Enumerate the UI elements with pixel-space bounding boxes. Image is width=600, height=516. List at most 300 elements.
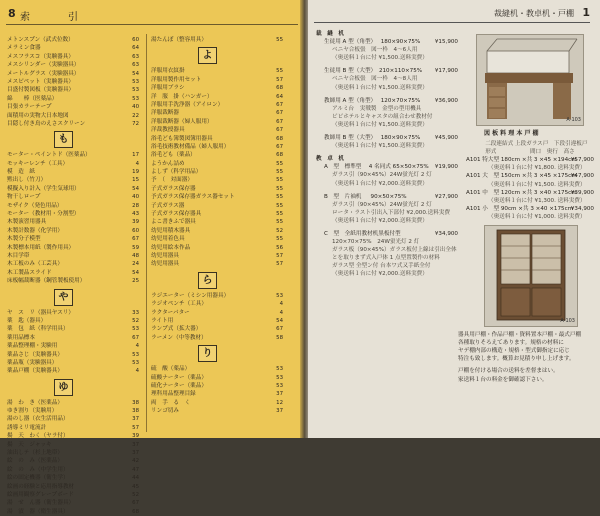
index-term: 薬品戸棚（実験器具） xyxy=(7,368,63,375)
index-page-ref: 54 xyxy=(132,185,139,192)
index-term: モザイク（発色用品） xyxy=(7,202,63,209)
index-page-ref: 4 xyxy=(135,368,139,375)
index-entry xyxy=(150,365,284,373)
index-term: 模 造 紙 xyxy=(7,169,35,176)
index-term: ゆき割り（実験用） xyxy=(7,408,58,415)
index-page-ref: 47 xyxy=(132,466,139,473)
section-kana: り xyxy=(198,345,217,362)
index-entry xyxy=(150,109,284,117)
note-line: 器具用戸棚・作品戸棚・資料置本戸棚・最式戸棚 xyxy=(458,332,582,339)
index-term: 木製計数器（化学用） xyxy=(7,227,63,234)
index-section-marker xyxy=(198,47,216,64)
page-title: 索 引 xyxy=(20,12,92,23)
index-entry xyxy=(6,244,140,252)
line-text: （奥送料１台に付 ¥2,000.送料実費） xyxy=(332,217,428,224)
index-term: 浴毛ども（薬品） xyxy=(151,152,196,159)
line-text: 教師用 A 型（角型） 120×70×75% xyxy=(324,97,421,104)
catalog-line xyxy=(458,140,594,148)
index-term: モーター（教材用・分割型） xyxy=(7,211,80,218)
index-page-ref: 67 xyxy=(276,326,283,333)
index-term: 硫酸ナーター（薬品） xyxy=(151,374,207,381)
index-entry xyxy=(6,235,140,243)
index-page-ref: 67 xyxy=(276,101,283,108)
section-heading xyxy=(316,155,458,163)
index-term: モーター・ペイントド（医薬品） xyxy=(7,152,91,159)
index-page-ref: 68 xyxy=(276,85,283,92)
product-title: 図 板 料 理 本 戸 棚 xyxy=(484,130,539,137)
index-page-ref: 60 xyxy=(132,37,139,43)
index-term: 洋服用衣紋掛 xyxy=(151,68,185,75)
index-page-ref: 67 xyxy=(276,143,283,150)
index-term: 綿 棒（医薬品） xyxy=(7,95,58,102)
index-column-left xyxy=(6,36,140,516)
index-term: 薬用品標本 xyxy=(7,334,35,341)
index-term: ラジオペンチ（工具） xyxy=(151,301,207,308)
line-text: （奥送料１台に付 ¥1,300. 送料実費） xyxy=(474,197,586,204)
index-term: 理科用品整理目録 xyxy=(151,391,196,398)
index-page-ref: 67 xyxy=(132,500,139,507)
index-entry xyxy=(6,309,140,317)
index-entry xyxy=(150,202,284,210)
index-entry xyxy=(6,53,140,61)
line-text: A101 小 型 90cm ×共 3 ×40 ×175cm xyxy=(466,205,574,212)
index-page-ref: 44 xyxy=(132,475,139,482)
index-entry xyxy=(150,210,284,218)
index-section-marker xyxy=(198,272,216,289)
index-term: ようかん詰め xyxy=(151,160,185,167)
index-term: 子式ガラス保存器 xyxy=(151,185,196,192)
index-page-ref: 59 xyxy=(132,244,139,251)
line-text: A101 中 型 120cm ×共 3 ×40 ×175cm xyxy=(466,189,577,196)
note-line: ヤデ棚内部の構造・規格・型式御指定に応じ xyxy=(458,348,570,355)
index-page-ref: 38 xyxy=(132,399,139,406)
index-page-ref: 55 xyxy=(276,160,283,167)
index-entry xyxy=(6,407,140,415)
index-page-ref: 56 xyxy=(276,244,283,251)
index-term: 木工板のみ（工芸具） xyxy=(7,261,63,268)
cabinet-notes xyxy=(458,331,594,363)
index-page-ref: 52 xyxy=(132,317,139,324)
line-text: B 型 片袖机 90×50×75% xyxy=(324,193,407,200)
section-kana: や xyxy=(54,289,73,306)
index-term: 湯 わ き（医薬品） xyxy=(7,399,63,406)
price: ¥39,900 xyxy=(570,189,594,196)
price: ¥36,900 xyxy=(434,97,458,104)
note-line: 特注も致します。概算お見積り申し上げます。 xyxy=(458,356,575,363)
index-section-marker xyxy=(54,131,72,148)
index-entry xyxy=(150,151,284,159)
index-header xyxy=(6,4,298,24)
index-term: 床板幅裁断器（鋼管製板使用） xyxy=(7,278,86,285)
index-term: モッキーレンチ（工具） xyxy=(7,160,69,167)
catalog-line xyxy=(316,75,458,83)
catalog-line xyxy=(316,97,458,105)
index-term: 洋服用製作用セット xyxy=(151,76,202,83)
index-term: よこ書きふで器具 xyxy=(151,219,196,226)
index-page-ref: 25 xyxy=(132,278,139,285)
index-entry xyxy=(6,61,140,69)
index-term: 洋服裁断器 xyxy=(151,110,179,117)
index-page-ref: 67 xyxy=(132,236,139,243)
index-entry xyxy=(150,168,284,176)
index-term: 面積用の実物大日本地図 xyxy=(7,112,69,119)
section-kana: ら xyxy=(198,272,217,289)
index-term: 子式ガラス器 xyxy=(151,202,185,209)
catalog-line xyxy=(316,142,458,150)
index-term: 湯 せ ん器（衛生器具） xyxy=(7,500,75,507)
catalog-line xyxy=(316,38,458,46)
index-page-ref: 53 xyxy=(132,87,139,94)
header-rule xyxy=(314,22,590,23)
section-kana: よ xyxy=(198,47,217,64)
note-line: 家送料１台の料金を御確認下さい。 xyxy=(458,376,548,383)
index-entry xyxy=(6,449,140,457)
index-page-ref: 37 xyxy=(132,450,139,457)
index-page-ref: 55 xyxy=(276,194,283,201)
index-entry xyxy=(6,70,140,78)
index-page-ref: 53 xyxy=(132,326,139,333)
index-term: 絵画の経験と応用指導教材 xyxy=(7,483,75,490)
index-column-middle xyxy=(150,36,284,415)
index-entry xyxy=(150,325,284,333)
catalog-line xyxy=(316,246,458,254)
index-entry xyxy=(6,193,140,201)
index-entry xyxy=(150,160,284,168)
index-term: 両 手 る く xyxy=(151,399,191,406)
line-text: （奥送料１台に付 ¥1,500.送料実費） xyxy=(332,121,428,128)
index-page-ref: 53 xyxy=(276,374,283,381)
catalog-line xyxy=(316,209,458,217)
line-text: A101 大 型 150cm ×共 3 ×45 ×175cm xyxy=(466,173,577,180)
price: ¥34,900 xyxy=(434,230,458,237)
index-term: 洋服裁断器（婦人服用） xyxy=(151,118,213,125)
catalog-line xyxy=(316,54,458,62)
index-page-ref: 55 xyxy=(276,219,283,226)
index-term: 薬品整理棚・実験用 xyxy=(7,343,58,350)
index-page-ref: 55 xyxy=(276,68,283,75)
line-text: ガラス型 全型ン付 台本ワ式又手紙全付 xyxy=(332,263,431,270)
index-term: 浴毛技術教材備品（婦人服用） xyxy=(151,143,230,150)
index-entry xyxy=(6,227,140,235)
catalog-line xyxy=(458,181,594,189)
index-page-ref: 4 xyxy=(135,343,139,350)
index-entry xyxy=(6,399,140,407)
index-entry xyxy=(6,317,140,325)
catalog-line xyxy=(316,113,458,121)
catalog-column-left xyxy=(316,30,458,279)
line-text: ガラス引（90×45%）24W蛍光灯 2 灯 xyxy=(332,201,432,208)
line-text: 裁 縫 机 xyxy=(316,31,344,37)
page-number: 1 xyxy=(582,6,590,19)
index-page-ref: 40 xyxy=(132,194,139,201)
index-page-ref: 40 xyxy=(132,104,139,111)
index-page-ref: 58 xyxy=(276,334,283,341)
index-entry xyxy=(150,292,284,300)
index-entry xyxy=(150,317,284,325)
index-entry xyxy=(6,120,140,128)
index-term: 木製演習用器具 xyxy=(7,219,47,226)
line-text: 教 卓 机 xyxy=(316,156,344,163)
index-term: 目張カラーテープ xyxy=(7,104,52,111)
index-page-ref: 54 xyxy=(132,70,139,77)
index-entry xyxy=(150,84,284,92)
catalog-line xyxy=(316,230,458,238)
index-section-marker xyxy=(54,289,72,306)
index-page-ref: 52 xyxy=(132,491,139,498)
line-text: アルミ台 実戦製 金型の型用機具 xyxy=(332,105,422,112)
index-entry xyxy=(150,260,284,268)
index-page-ref: 37 xyxy=(276,391,283,398)
line-text: （奥送料１台に付 ¥1,500.送料実費） xyxy=(332,55,428,62)
index-page-ref: 55 xyxy=(276,169,283,176)
line-text: （奥送料１台に付 ¥1,000. 送料実費） xyxy=(474,213,586,220)
photo-caption: A-103 xyxy=(566,116,581,123)
cabinet-price-list xyxy=(458,140,594,221)
shipping-note xyxy=(458,367,594,383)
price: ¥57,900 xyxy=(570,157,594,164)
index-term: 揚 天 ジャッキ xyxy=(7,441,52,448)
index-term: メスフラスコ（実験器具） xyxy=(7,53,74,60)
line-text: ガラス引（90×45%）24W蛍光灯 2 灯 xyxy=(332,172,432,179)
desk-illustration xyxy=(477,35,583,125)
line-text: 生徒用 B 型（大型） 210×110×75% xyxy=(324,68,423,75)
index-entry xyxy=(150,309,284,317)
index-entry xyxy=(150,227,284,235)
line-text: ガラス板（90×45%）ガラス板付上線は引出全体 xyxy=(332,247,457,254)
index-page-ref: 72 xyxy=(132,120,139,127)
index-entry xyxy=(6,499,140,507)
index-term: 黙出し（竹刀） xyxy=(7,177,47,184)
index-page-ref: 60 xyxy=(132,227,139,234)
line-text: （奥送料１台に付 ¥2,000.送料実費） xyxy=(332,271,428,278)
index-page-ref: 67 xyxy=(276,110,283,117)
index-term: 目盛付製図板（実験器具） xyxy=(7,87,75,94)
index-term: 目隠し付き鳥のえさスクリーン xyxy=(7,120,86,127)
index-page-ref: 64 xyxy=(276,93,283,100)
index-term: 物干しロープ xyxy=(7,194,41,201)
index-term: メスシリンダー（実験器具） xyxy=(7,62,80,69)
index-entry xyxy=(150,118,284,126)
index-entry xyxy=(150,300,284,308)
catalog-column-right xyxy=(458,30,594,384)
index-entry xyxy=(150,176,284,184)
index-entry xyxy=(6,342,140,350)
index-entry xyxy=(6,351,140,359)
line-text: とを取りまず式入戸体 1 点型置製作の材料 xyxy=(332,255,440,262)
index-entry xyxy=(6,457,140,465)
index-entry xyxy=(150,399,284,407)
catalog-line xyxy=(316,238,458,246)
index-entry xyxy=(150,135,284,143)
index-entry xyxy=(6,260,140,268)
line-text: （奥送料１台に付 ¥2,000.送料実費） xyxy=(332,180,428,187)
index-term: メトンスプン（武式位数） xyxy=(7,37,74,43)
catalog-line xyxy=(458,156,594,164)
index-entry xyxy=(6,160,140,168)
index-entry xyxy=(6,168,140,176)
index-term: 油出しテ（杉上地帯） xyxy=(7,450,63,457)
index-entry xyxy=(6,78,140,86)
index-page-ref: 22 xyxy=(132,112,139,119)
index-term: 幼児用着色具 xyxy=(151,236,185,243)
index-page-ref: 38 xyxy=(132,408,139,415)
catalog-line xyxy=(316,134,458,142)
index-entry xyxy=(150,334,284,342)
index-entry xyxy=(6,36,140,44)
catalog-line xyxy=(458,213,594,221)
index-page-ref: 53 xyxy=(132,351,139,358)
index-entry xyxy=(150,185,284,193)
line-text: C 型 全紙用教材机黒板付型 xyxy=(324,230,401,237)
line-text: （奥送料１台に付 ¥1,800. 送料実費） xyxy=(474,165,586,172)
index-term: 薬 匙（器具） xyxy=(7,317,47,324)
index-term: メラミン食器 xyxy=(7,45,41,52)
index-term: 洋裁教授器具 xyxy=(151,127,185,134)
index-term: 湯たんぽ（整容用具） xyxy=(151,37,207,43)
section-kana: ゆ xyxy=(54,379,73,396)
index-term: 木製標本用紙（製作用具） xyxy=(7,244,75,251)
index-page-ref: 63 xyxy=(132,53,139,60)
index-entry xyxy=(150,374,284,382)
catalog-line xyxy=(316,217,458,225)
index-term: 洋服用ブラシ xyxy=(151,85,185,92)
index-entry xyxy=(6,325,140,333)
index-page-ref: 55 xyxy=(276,37,283,43)
catalog-line xyxy=(316,270,458,278)
index-term: メートルグラス（実験器具） xyxy=(7,70,80,77)
index-term: 揚 天 わく（ヤラ付） xyxy=(7,433,69,440)
index-term: 木目学帯 xyxy=(7,252,30,259)
index-page-ref: 39 xyxy=(132,219,139,226)
index-entry xyxy=(6,44,140,52)
index-page-ref: 54 xyxy=(132,269,139,276)
index-entry xyxy=(6,466,140,474)
header-rule xyxy=(6,24,298,25)
index-term: 木製分子模型 xyxy=(7,236,41,243)
catalog-line xyxy=(316,193,458,201)
index-term: メスピペット（実験器具） xyxy=(7,78,75,85)
catalog-header xyxy=(308,6,594,24)
index-term: ヤ ス リ（器具ヤスリ） xyxy=(7,309,75,316)
index-entry xyxy=(150,407,284,415)
index-page-ref: 48 xyxy=(132,252,139,259)
index-term: ランプ式（拡大器） xyxy=(151,326,202,333)
index-entry xyxy=(150,382,284,390)
index-page-ref: 55 xyxy=(276,236,283,243)
index-page-ref: 63 xyxy=(132,62,139,69)
index-term: 幼児用積木器具 xyxy=(151,227,191,234)
catalog-line xyxy=(458,197,594,205)
section-heading xyxy=(316,30,458,38)
index-page-ref: 42 xyxy=(132,458,139,465)
catalog-line xyxy=(458,205,594,213)
index-term: 薬 包 紙（科学用具） xyxy=(7,326,69,333)
price: ¥15,900 xyxy=(434,39,458,46)
index-page-ref: 4 xyxy=(279,301,283,308)
index-page-ref: 67 xyxy=(132,334,139,341)
catalog-line xyxy=(458,164,594,172)
index-page-ref: 17 xyxy=(132,152,139,159)
index-entry xyxy=(150,252,284,260)
index-page-ref: 53 xyxy=(276,292,283,299)
index-page-ref: 57 xyxy=(132,424,139,431)
index-term: ラジエーター（ミシン用器具） xyxy=(151,292,230,299)
index-entry xyxy=(6,112,140,120)
index-term: ラーメン（中等教材） xyxy=(151,334,207,341)
price: ¥47,900 xyxy=(570,173,594,180)
catalog-line xyxy=(316,121,458,129)
column-divider xyxy=(146,34,147,432)
line-text: 形式 間口 奥行 高さ xyxy=(474,149,575,156)
index-page-ref: 45 xyxy=(132,483,139,490)
line-text: 二段連結式 上段ガラス戸 下段引違板戸 xyxy=(474,141,588,148)
index-entry xyxy=(6,441,140,449)
index-term: 絵 の み（中学生用） xyxy=(7,466,69,473)
catalog-line xyxy=(316,254,458,262)
note-line: 戸棚を付ける場合の送料を差督まはい。 xyxy=(458,368,559,375)
price: ¥27,900 xyxy=(434,193,458,200)
index-page-ref: 52 xyxy=(276,227,283,234)
line-text: （奥送料１台に付 ¥1,500.送料実費） xyxy=(332,143,428,150)
line-text: （奥送料１台に付 ¥1,500.送料実費） xyxy=(332,84,428,91)
index-term: 幼児用絵本作品 xyxy=(151,244,191,251)
index-entry xyxy=(6,483,140,491)
catalog-line xyxy=(316,180,458,188)
index-page-ref: 4 xyxy=(279,309,283,316)
index-entry xyxy=(6,508,140,516)
catalog-line xyxy=(458,148,594,156)
index-section-marker xyxy=(198,345,216,362)
index-page-ref: 57 xyxy=(276,76,283,83)
index-page-ref: 19 xyxy=(132,169,139,176)
index-term: 予式ガラス保存器ガラス器セット xyxy=(151,194,235,201)
section-kana: も xyxy=(54,131,73,148)
index-entry xyxy=(150,93,284,101)
index-page-ref: 54 xyxy=(276,317,283,324)
catalog-line xyxy=(316,163,458,171)
index-page-ref: 57 xyxy=(276,252,283,259)
catalog-line xyxy=(316,84,458,92)
index-entry xyxy=(150,126,284,134)
index-entry xyxy=(6,432,140,440)
index-page-ref: 37 xyxy=(276,408,283,415)
index-term: 湯 漬 器（衛生器具） xyxy=(7,508,69,515)
catalog-line xyxy=(458,189,594,197)
line-text: ベニヤ合板張 図一枠 4〜8人用 xyxy=(332,76,418,83)
price: ¥34,900 xyxy=(570,205,594,212)
index-term: 薬品さじ（実験器具） xyxy=(7,351,63,358)
index-entry xyxy=(150,76,284,84)
index-entry xyxy=(6,95,140,103)
index-term: 薬品瓶（実験器具） xyxy=(7,359,58,366)
index-page-ref: 68 xyxy=(276,152,283,159)
line-text: ロータ・ラスト引出入下部付 ¥2,000.送料実費 xyxy=(332,209,451,216)
index-page-ref: 55 xyxy=(276,185,283,192)
index-term: 湯のし器（衣生活用品） xyxy=(7,416,69,423)
index-entry xyxy=(150,143,284,151)
index-entry xyxy=(6,176,140,184)
index-term: 木工製品スライド xyxy=(7,269,52,276)
price: ¥17,900 xyxy=(434,68,458,75)
line-text: 生徒用 A 型（角型） 180×90×75% xyxy=(324,39,421,46)
cabinet-photo xyxy=(484,225,578,327)
index-page-ref: 55 xyxy=(276,202,283,209)
index-entry xyxy=(150,101,284,109)
line-text: ビビホテルとキャスタの組合わせ教材付 xyxy=(332,113,433,120)
index-entry xyxy=(150,235,284,243)
index-term: 硫化ナーター（薬品） xyxy=(151,382,207,389)
index-section-marker xyxy=(54,379,72,396)
